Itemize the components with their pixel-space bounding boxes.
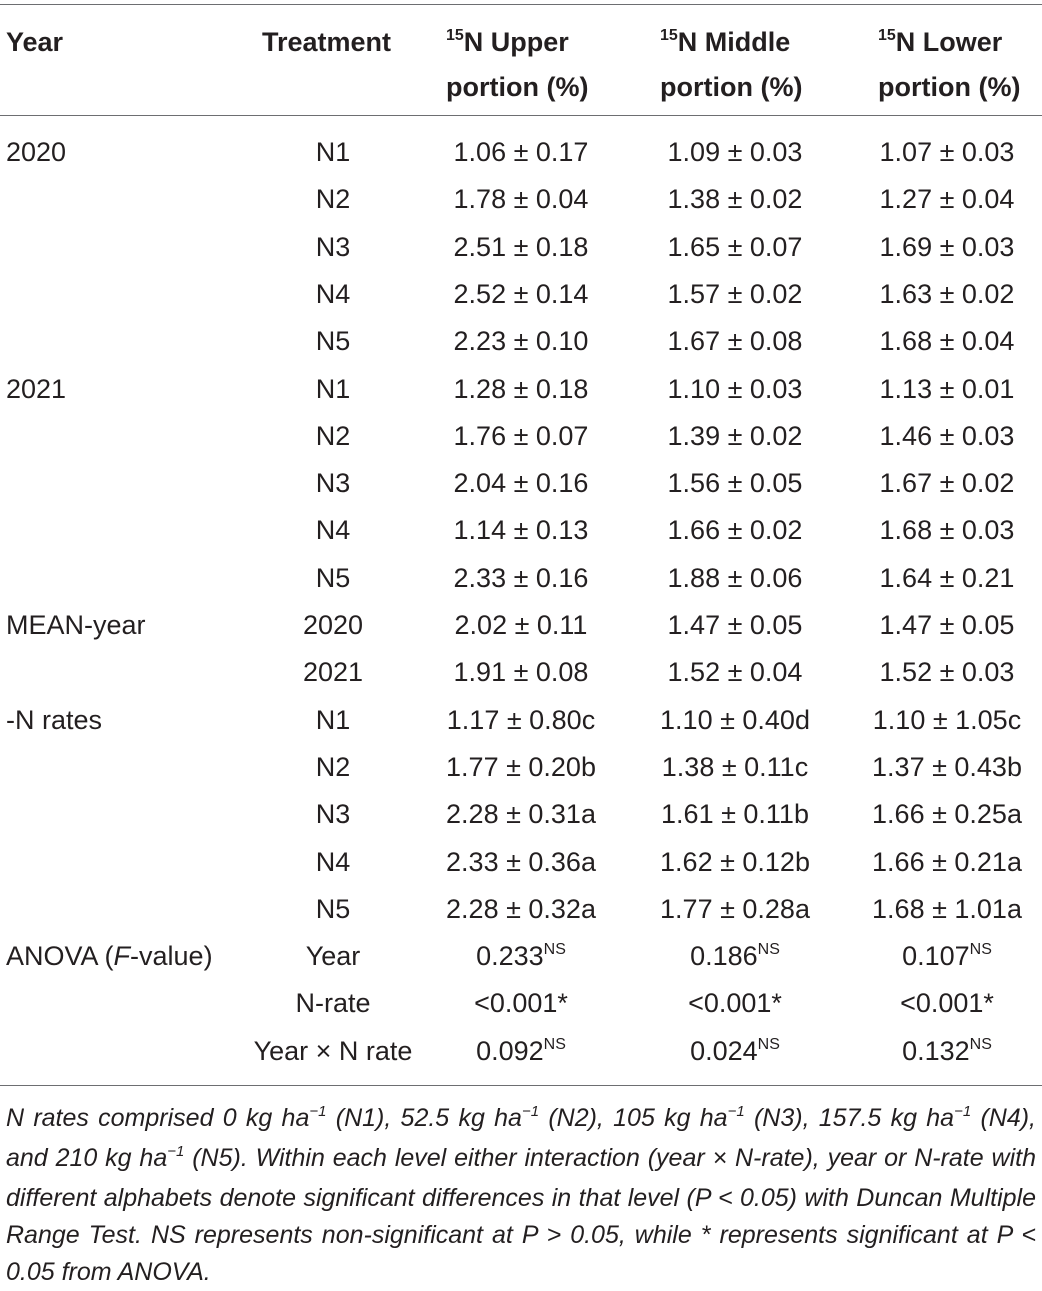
footnote-sup: −1 [309, 1103, 327, 1120]
cell-upper: 2.52 ± 0.14 [453, 278, 589, 309]
cell-lower: 1.68 ± 0.03 [879, 515, 1015, 546]
cell-upper: 1.91 ± 0.08 [453, 657, 589, 688]
header-bottom-rule [0, 115, 1042, 116]
cell-upper: 2.28 ± 0.31a [446, 799, 596, 830]
cell-treatment: N4 [315, 278, 351, 309]
cell-lower: 1.69 ± 0.03 [879, 231, 1015, 262]
header-treatment [262, 22, 391, 62]
header-year [6, 22, 63, 62]
cell-middle: 1.52 ± 0.04 [667, 657, 803, 688]
anova-label-f: F [113, 941, 131, 972]
cell-lower: 1.46 ± 0.03 [879, 420, 1015, 451]
cell-treatment: N5 [315, 326, 351, 357]
cell-treatment: N1 [315, 704, 351, 735]
cell-middle: 1.66 ± 0.02 [667, 515, 803, 546]
table-row [0, 555, 1042, 602]
header-upper-line2: portion (%) [446, 72, 589, 102]
cell-treatment: N3 [315, 799, 351, 830]
table-top-rule [0, 4, 1042, 5]
anova-lower-value: 0.132 [902, 1035, 970, 1066]
footnote-part: (N2), 105 kg ha [539, 1104, 728, 1132]
cell-upper: 2.51 ± 0.18 [453, 231, 589, 262]
anova-upper-sig: NS [543, 1035, 566, 1053]
header-treatment-label: Treatment [262, 27, 392, 57]
table-row [0, 271, 1042, 318]
anova-middle-value: <0.001* [688, 988, 782, 1019]
cell-lower: 1.66 ± 0.21a [872, 846, 1022, 877]
cell-middle: 1.65 ± 0.07 [667, 231, 803, 262]
cell-year: MEAN-year [6, 610, 146, 640]
anova-source: Year × N rate [253, 1035, 413, 1066]
cell-lower: 1.68 ± 1.01a [872, 893, 1022, 924]
header-middle-text1: N Middle [677, 27, 791, 57]
anova-lower-value: <0.001* [900, 988, 994, 1019]
cell-treatment: N3 [315, 468, 351, 499]
cell-middle: 1.38 ± 0.02 [667, 184, 803, 215]
cell-lower: 1.63 ± 0.02 [879, 278, 1015, 309]
cell-middle: 1.77 ± 0.28a [660, 893, 810, 924]
cell-treatment: N3 [315, 231, 351, 262]
anova-middle-value: 0.024 [690, 1035, 758, 1066]
cell-year: -N rates [6, 704, 103, 735]
table-row [0, 176, 1042, 223]
table-row [0, 129, 1042, 176]
anova-lower [810, 980, 1042, 1031]
footnote-part: (N3), 157.5 kg ha [744, 1104, 955, 1132]
anova-row [0, 1028, 1042, 1075]
cell-lower: 1.07 ± 0.03 [879, 137, 1015, 167]
cell-treatment: N4 [315, 515, 351, 546]
header-lower-sup: 15 [878, 27, 896, 44]
cell-lower: 1.64 ± 0.21 [879, 562, 1015, 593]
cell-upper: 2.33 ± 0.36a [446, 846, 596, 877]
cell-lower: 1.68 ± 0.04 [879, 326, 1015, 357]
cell-upper: 2.02 ± 0.11 [454, 610, 588, 640]
cell-upper: 1.06 ± 0.17 [453, 137, 589, 167]
cell-upper: 2.28 ± 0.32a [446, 893, 596, 924]
anova-lower-sig: NS [969, 1035, 992, 1053]
cell-lower: 1.27 ± 0.04 [879, 184, 1015, 215]
header-year-label: Year [6, 27, 64, 57]
anova-row [0, 933, 1042, 980]
anova-upper-value: <0.001* [474, 988, 568, 1019]
header-middle-sup: 15 [660, 27, 678, 44]
anova-upper-value: 0.233 [476, 941, 544, 972]
cell-lower: 1.52 ± 0.03 [879, 657, 1015, 688]
table-row [0, 649, 1042, 696]
cell-treatment: N4 [315, 846, 351, 877]
cell-middle: 1.56 ± 0.05 [667, 468, 803, 499]
cell-year: 2021 [6, 373, 67, 404]
cell-treatment: 2021 [302, 657, 364, 688]
footnote-part: (N4), and 210 kg ha [6, 1104, 1037, 1172]
cell-middle: 1.38 ± 0.11c [661, 751, 809, 782]
cell-upper: 1.28 ± 0.18 [453, 373, 589, 404]
header-middle-line2: portion (%) [660, 72, 803, 102]
table-row [0, 839, 1042, 886]
table-row [0, 366, 1042, 413]
table-row [0, 460, 1042, 507]
anova-label [6, 933, 213, 980]
footnote-part: N rates comprised 0 kg ha [6, 1104, 310, 1132]
table-row [0, 413, 1042, 460]
header-upper-line1 [446, 22, 588, 67]
cell-upper: 1.77 ± 0.20b [446, 751, 596, 782]
table-footnote [6, 1100, 1036, 1291]
cell-middle: 1.88 ± 0.06 [667, 562, 803, 593]
anova-label-pre: ANOVA ( [6, 941, 114, 972]
anova-upper-value: 0.092 [476, 1035, 544, 1066]
cell-treatment: N1 [315, 137, 351, 167]
anova-upper-sig: NS [543, 941, 566, 959]
table-row [0, 886, 1042, 933]
header-upper [446, 22, 588, 107]
table-row [0, 697, 1042, 744]
anova-row [0, 980, 1042, 1027]
anova-source: Year [305, 941, 361, 972]
footnote-sup: −1 [954, 1103, 972, 1120]
header-middle-line1 [660, 22, 802, 67]
anova-lower [810, 1028, 1042, 1079]
table-row [0, 791, 1042, 838]
cell-middle: 1.09 ± 0.03 [667, 137, 803, 167]
header-lower-line1 [878, 22, 1020, 67]
table-row [0, 318, 1042, 365]
cell-lower: 1.37 ± 0.43b [872, 751, 1022, 782]
header-lower [878, 22, 1020, 107]
anova-middle-sig: NS [757, 1035, 780, 1053]
footnote-part: (N1), 52.5 kg ha [326, 1104, 522, 1132]
footnote-sup: −1 [167, 1143, 185, 1160]
header-lower-line2: portion (%) [878, 72, 1021, 102]
table-row [0, 602, 1042, 649]
cell-treatment: 2020 [302, 610, 364, 640]
cell-treatment: N2 [315, 420, 351, 451]
footnote-sup: −1 [521, 1103, 540, 1120]
table-row [0, 507, 1042, 554]
cell-middle: 1.47 ± 0.05 [667, 610, 803, 640]
anova-lower-sig: NS [969, 941, 992, 959]
anova-source: N-rate [295, 988, 371, 1019]
table-bottom-rule [0, 1085, 1042, 1086]
anova-middle-sig: NS [757, 941, 780, 959]
anova-middle-value: 0.186 [690, 941, 758, 972]
cell-lower: 1.66 ± 0.25a [872, 799, 1022, 830]
header-upper-text1: N Upper [463, 27, 569, 57]
table-row [0, 744, 1042, 791]
cell-upper: 1.14 ± 0.13 [453, 515, 589, 546]
cell-upper: 2.04 ± 0.16 [453, 468, 589, 499]
cell-upper: 1.17 ± 0.80c [446, 704, 596, 735]
cell-upper: 1.78 ± 0.04 [453, 184, 589, 215]
cell-middle: 1.10 ± 0.40d [660, 704, 810, 735]
cell-treatment: N5 [315, 893, 351, 924]
cell-upper: 1.76 ± 0.07 [453, 420, 589, 451]
anova-lower-value: 0.107 [902, 941, 970, 972]
cell-lower: 1.47 ± 0.05 [879, 610, 1015, 640]
footnote-sup: −1 [727, 1103, 745, 1120]
cell-year: 2020 [6, 137, 67, 167]
cell-middle: 1.10 ± 0.03 [667, 373, 803, 404]
cell-treatment: N1 [315, 373, 351, 404]
anova-label-post: -value) [130, 941, 213, 972]
cell-upper: 2.33 ± 0.16 [453, 562, 589, 593]
anova-lower [810, 933, 1042, 984]
cell-middle: 1.39 ± 0.02 [667, 420, 803, 451]
table-row [0, 224, 1042, 271]
cell-middle: 1.61 ± 0.11b [661, 799, 809, 830]
cell-middle: 1.57 ± 0.02 [667, 278, 803, 309]
cell-treatment: N2 [315, 184, 351, 215]
cell-treatment: N5 [315, 562, 351, 593]
cell-middle: 1.67 ± 0.08 [667, 326, 803, 357]
header-lower-text1: N Lower [895, 27, 1003, 57]
footnote-part: (N5). Within each level either interaction (year × N-rate), year or N-rate with different alphabets denote significant differences in that level (P < 0.05) with Duncan Multiple Range Test. NS represents non-significant at P > 0.05, while * represents significant at P < 0.05 from ANOVA. [6, 1144, 1036, 1286]
cell-treatment: N2 [315, 751, 351, 782]
header-middle [660, 22, 802, 107]
cell-middle: 1.62 ± 0.12b [660, 846, 810, 877]
cell-lower: 1.10 ± 1.05c [872, 704, 1022, 735]
cell-lower: 1.13 ± 0.01 [879, 373, 1015, 404]
header-upper-sup: 15 [446, 27, 464, 44]
cell-lower: 1.67 ± 0.02 [879, 468, 1015, 499]
cell-upper: 2.23 ± 0.10 [453, 326, 589, 357]
